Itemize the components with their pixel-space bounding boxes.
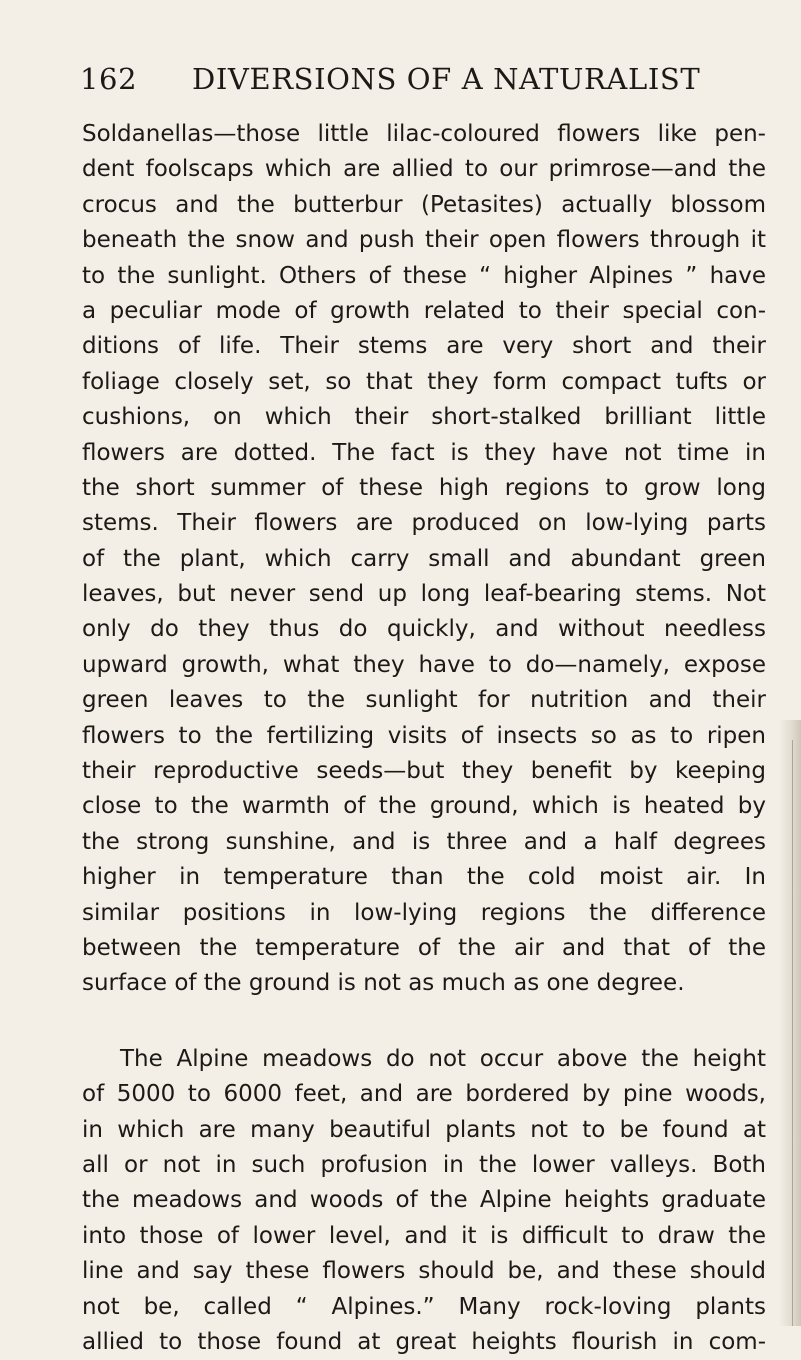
text-line: dent foolscaps which are allied to our primrose—and the [82,156,766,183]
text-line: upward growth, what they have to do—namely, expose [82,651,766,678]
text-line: flowers to the fertilizing visits of insects so as to ripen [82,722,766,749]
text-line: between the temperature of the air and that of the [82,934,766,961]
text-line: their reproductive seeds—but they benefit by keeping [82,758,766,785]
page-edge-line [792,740,793,1326]
text-line: stems. Their flowers are produced on low-lying parts [82,510,766,537]
text-line: to the sunlight. Others of these “ higher Alpines ” have [82,262,766,289]
text-line: ditions of life. Their stems are very short and their [82,333,766,360]
text-line: into those of lower level, and it is difficult to draw the [82,1222,766,1249]
text-line: leaves, but never send up long leaf-bearing stems. Not [82,581,766,608]
paragraph-gap [82,1002,766,1042]
text-line: The Alpine meadows do not occur above the height [120,1045,766,1072]
text-line: beneath the snow and push their open flowers through it [82,227,766,254]
text-line: higher in temperature than the cold moist air. In [82,864,766,891]
text-line: line and say these flowers should be, and these should [82,1258,766,1285]
text-line: foliage closely set, so that they form compact tufts or [82,368,766,395]
page-number: 162 [80,62,138,96]
text-line: the short summer of these high regions to grow long [82,474,766,501]
text-line: all or not in such profusion in the lower valleys. Both [82,1151,766,1178]
text-line: a peculiar mode of growth related to their special con- [82,297,766,324]
text-line: the strong sunshine, and is three and a half degrees [82,828,766,855]
text-line: of 5000 to 6000 feet, and are bordered by pine woods, [82,1081,766,1108]
text-line: Soldanellas—those little lilac-coloured flowers like pen- [82,121,766,147]
text-line: of the plant, which carry small and abundant green [82,545,766,572]
text-line: not be, called “ Alpines.” Many rock-loving plants [82,1293,766,1320]
text-line: similar positions in low-lying regions the difference [82,899,766,926]
text-line: only do they thus do quickly, and without needless [82,616,766,643]
text-line: in which are many beautiful plants not to be found at [82,1116,766,1143]
text-line: green leaves to the sunlight for nutrition and their [82,687,766,714]
text-line: surface of the ground is not as much as one degree. [82,970,685,997]
body-text [82,117,766,1360]
paragraph [82,1042,766,1360]
text-line: cushions, on which their short-stalked brilliant little [82,404,766,431]
page-gutter-shadow [779,720,801,1326]
text-line: allied to those found at great heights flourish in com- [82,1328,766,1355]
text-line: flowers are dotted. The fact is they have not time in [82,439,766,466]
running-title: DIVERSIONS OF A NATURALIST [192,62,701,96]
text-line: crocus and the butterbur (Petasites) actually blossom [82,191,766,218]
text-line: close to the warmth of the ground, which is heated by [82,793,766,820]
paragraph [82,117,766,1002]
running-head [80,62,720,102]
text-line: the meadows and woods of the Alpine heights graduate [82,1187,766,1214]
